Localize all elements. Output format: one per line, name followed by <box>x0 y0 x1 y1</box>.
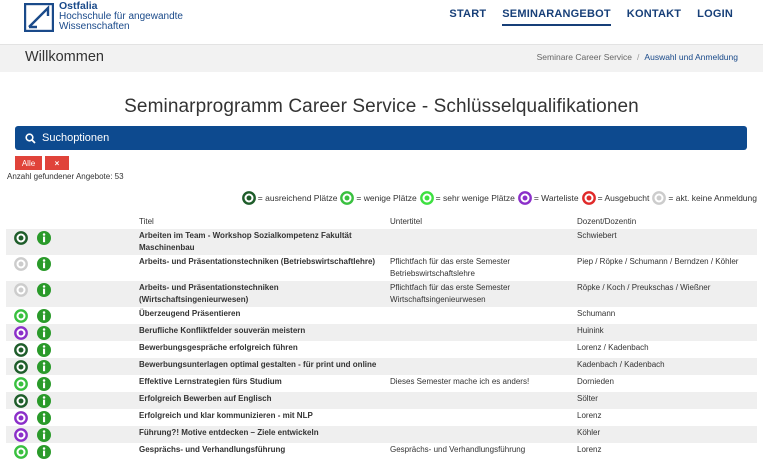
table-row[interactable] <box>6 409 757 426</box>
row-icons-cell <box>6 409 139 426</box>
row-lecturer: Lorenz / Kadenbach <box>577 343 649 352</box>
col-lecturer: Dozent/Dozentin <box>577 217 637 226</box>
status-gray-icon <box>652 191 666 205</box>
table-row[interactable] <box>6 307 757 324</box>
info-icon[interactable] <box>37 360 51 374</box>
row-icons-cell <box>6 281 139 307</box>
row-lecturer: Schumann <box>577 309 616 318</box>
row-icons-cell <box>6 229 139 255</box>
table-row[interactable] <box>6 375 757 392</box>
header <box>0 0 763 44</box>
row-title[interactable]: Arbeiten im Team - Workshop Sozialkompetenz Fakultät Maschinenbau <box>139 229 390 255</box>
table-row[interactable] <box>6 324 757 341</box>
search-icon <box>25 133 36 144</box>
info-icon[interactable] <box>37 445 51 459</box>
availability-status-icon <box>14 231 28 245</box>
status-purple-icon <box>518 191 532 205</box>
info-icon[interactable] <box>37 411 51 425</box>
row-lecturer: Köhler <box>577 426 757 443</box>
row-title[interactable]: Gesprächs- und Verhandlungsführung <box>139 445 286 454</box>
info-icon[interactable] <box>37 257 51 271</box>
info-icon[interactable] <box>37 283 51 297</box>
status-red-icon <box>582 191 596 205</box>
row-subtitle <box>390 426 577 443</box>
availability-status-icon <box>14 257 28 271</box>
row-lecturer: Röpke / Koch / Preukschas / Wießner <box>577 281 757 307</box>
result-count: Anzahl gefundener Angebote: 53 <box>7 172 124 181</box>
search-options-label: Suchoptionen <box>42 132 110 144</box>
breadcrumb-item-seminare[interactable]: Seminare Career Service <box>536 52 633 62</box>
row-icons-cell <box>6 443 139 460</box>
row-title[interactable]: Überzeugend Präsentieren <box>139 309 241 318</box>
brand-name: Ostfalia <box>59 0 98 12</box>
info-icon[interactable] <box>37 428 51 442</box>
logo-text <box>59 1 183 33</box>
breadcrumb-separator: / <box>637 52 640 62</box>
legend-label: = sehr wenige Plätze <box>435 193 515 203</box>
filter-all-button[interactable]: Alle <box>15 156 42 170</box>
row-subtitle <box>390 392 577 409</box>
table-row[interactable] <box>6 443 757 460</box>
legend-item-purple <box>518 191 579 205</box>
row-subtitle <box>390 358 577 375</box>
main-nav <box>433 8 733 26</box>
table-row[interactable] <box>6 426 757 443</box>
info-icon[interactable] <box>37 231 51 245</box>
info-icon[interactable] <box>37 394 51 408</box>
row-title[interactable]: Arbeits- und Präsentationstechniken (Wirtschaftsingenieurwesen) <box>139 281 390 307</box>
row-icons-cell <box>6 341 139 358</box>
page-title: Seminarprogramm Career Service - Schlüsselqualifikationen <box>124 96 639 117</box>
availability-status-icon <box>14 343 28 357</box>
row-title[interactable]: Führung?! Motive entdecken – Ziele entwickeln <box>139 426 390 443</box>
breadcrumb <box>537 52 738 62</box>
row-subtitle <box>390 341 577 358</box>
ostfalia-logo[interactable] <box>24 1 183 33</box>
status-light-green-icon <box>340 191 354 205</box>
row-title[interactable]: Bewerbungsunterlagen optimal gestalten - für print und online <box>139 358 390 375</box>
legend-label: = wenige Plätze <box>356 193 417 203</box>
row-lecturer: Lorenz <box>577 445 602 454</box>
row-lecturer: Piep / Röpke / Schumann / Berndzen / Köhler <box>577 257 739 266</box>
row-subtitle: Dieses Semester mache ich es anders! <box>390 377 530 386</box>
row-title[interactable]: Berufliche Konfliktfelder souverän meistern <box>139 324 390 341</box>
row-subtitle <box>390 409 577 426</box>
row-icons-cell <box>6 358 139 375</box>
status-dark-green-icon <box>242 191 256 205</box>
info-icon[interactable] <box>37 309 51 323</box>
legend-label: = Warteliste <box>533 193 579 203</box>
row-title[interactable]: Bewerbungsgespräche erfolgreich führen <box>139 343 298 352</box>
band-title: Willkommen <box>25 49 104 65</box>
row-subtitle <box>390 307 577 324</box>
availability-status-icon <box>14 394 28 408</box>
row-lecturer: Kadenbach / Kadenbach <box>577 358 757 375</box>
row-icons-cell <box>6 392 139 409</box>
row-lecturer: Dornieden <box>577 377 614 386</box>
row-subtitle: Gesprächs- und Verhandlungsführung <box>390 445 526 454</box>
availability-status-icon <box>14 309 28 323</box>
search-options-toggle[interactable] <box>15 126 747 150</box>
info-icon[interactable] <box>37 377 51 391</box>
legend-item-gray <box>652 191 757 205</box>
nav-kontakt[interactable]: KONTAKT <box>626 8 682 20</box>
row-icons-cell <box>6 375 139 392</box>
row-title[interactable]: Erfolgreich und klar kommunizieren - mit NLP <box>139 411 313 420</box>
table-row[interactable] <box>6 341 757 358</box>
row-subtitle <box>390 324 577 341</box>
row-lecturer: Lorenz <box>577 411 602 420</box>
legend-label: = ausreichend Plätze <box>257 193 338 203</box>
table-row[interactable] <box>6 255 757 281</box>
col-title: Titel <box>139 217 154 226</box>
row-icons-cell <box>6 255 139 281</box>
legend-label: = akt. keine Anmeldung <box>668 193 757 203</box>
availability-status-icon <box>14 360 28 374</box>
legend-item-red <box>582 191 650 205</box>
table-row[interactable] <box>6 358 757 375</box>
status-legend <box>239 191 757 205</box>
legend-label: = Ausgebucht <box>597 193 650 203</box>
availability-status-icon <box>14 428 28 442</box>
row-title[interactable]: Arbeits- und Präsentationstechniken (Betriebswirtschaftlehre) <box>139 257 376 266</box>
row-title[interactable]: Effektive Lernstrategien fürs Studium <box>139 377 282 386</box>
row-icons-cell <box>6 307 139 324</box>
row-lecturer: Sölter <box>577 392 757 409</box>
row-subtitle <box>390 229 577 255</box>
status-lime-icon <box>420 191 434 205</box>
row-icons-cell <box>6 324 139 341</box>
row-icons-cell <box>6 426 139 443</box>
availability-status-icon <box>14 283 28 297</box>
row-lecturer: Schwiebert <box>577 229 757 255</box>
row-lecturer: Huinink <box>577 324 757 341</box>
availability-status-icon <box>14 377 28 391</box>
brand-subtitle-line2: Wissenschaften <box>59 21 130 32</box>
legend-item-light-green <box>340 191 416 205</box>
nav-login[interactable]: LOGIN <box>697 8 733 20</box>
info-icon[interactable] <box>37 343 51 357</box>
brand-subtitle-line1: Hochschule für angewandte <box>59 10 183 22</box>
availability-status-icon <box>14 411 28 425</box>
offers-table <box>6 215 757 460</box>
row-title[interactable]: Erfolgreich Bewerben auf Englisch <box>139 392 390 409</box>
nav-seminarangebot[interactable]: SEMINARANGEBOT <box>502 8 611 26</box>
table-row[interactable] <box>6 392 757 409</box>
table-header-row <box>6 215 757 229</box>
row-subtitle: Pflichtfach für das erste Semester Betriebswirtschaftslehre <box>390 257 511 278</box>
row-subtitle: Pflichtfach für das erste Semester Wirtschaftsingenieurwesen <box>390 281 577 307</box>
availability-status-icon <box>14 445 28 459</box>
availability-status-icon <box>14 326 28 340</box>
table-row[interactable] <box>6 281 757 307</box>
ostfalia-logo-icon <box>24 3 54 32</box>
breadcrumb-band <box>0 44 763 72</box>
legend-item-dark-green <box>242 191 338 205</box>
table-row[interactable] <box>6 229 757 255</box>
nav-start[interactable]: START <box>449 8 487 20</box>
filter-clear-button[interactable]: × <box>45 156 69 170</box>
info-icon[interactable] <box>37 326 51 340</box>
col-subtitle: Untertitel <box>390 217 423 226</box>
col-status <box>6 215 139 229</box>
legend-item-lime <box>420 191 515 205</box>
breadcrumb-item-current: Auswahl und Anmeldung <box>644 52 738 62</box>
